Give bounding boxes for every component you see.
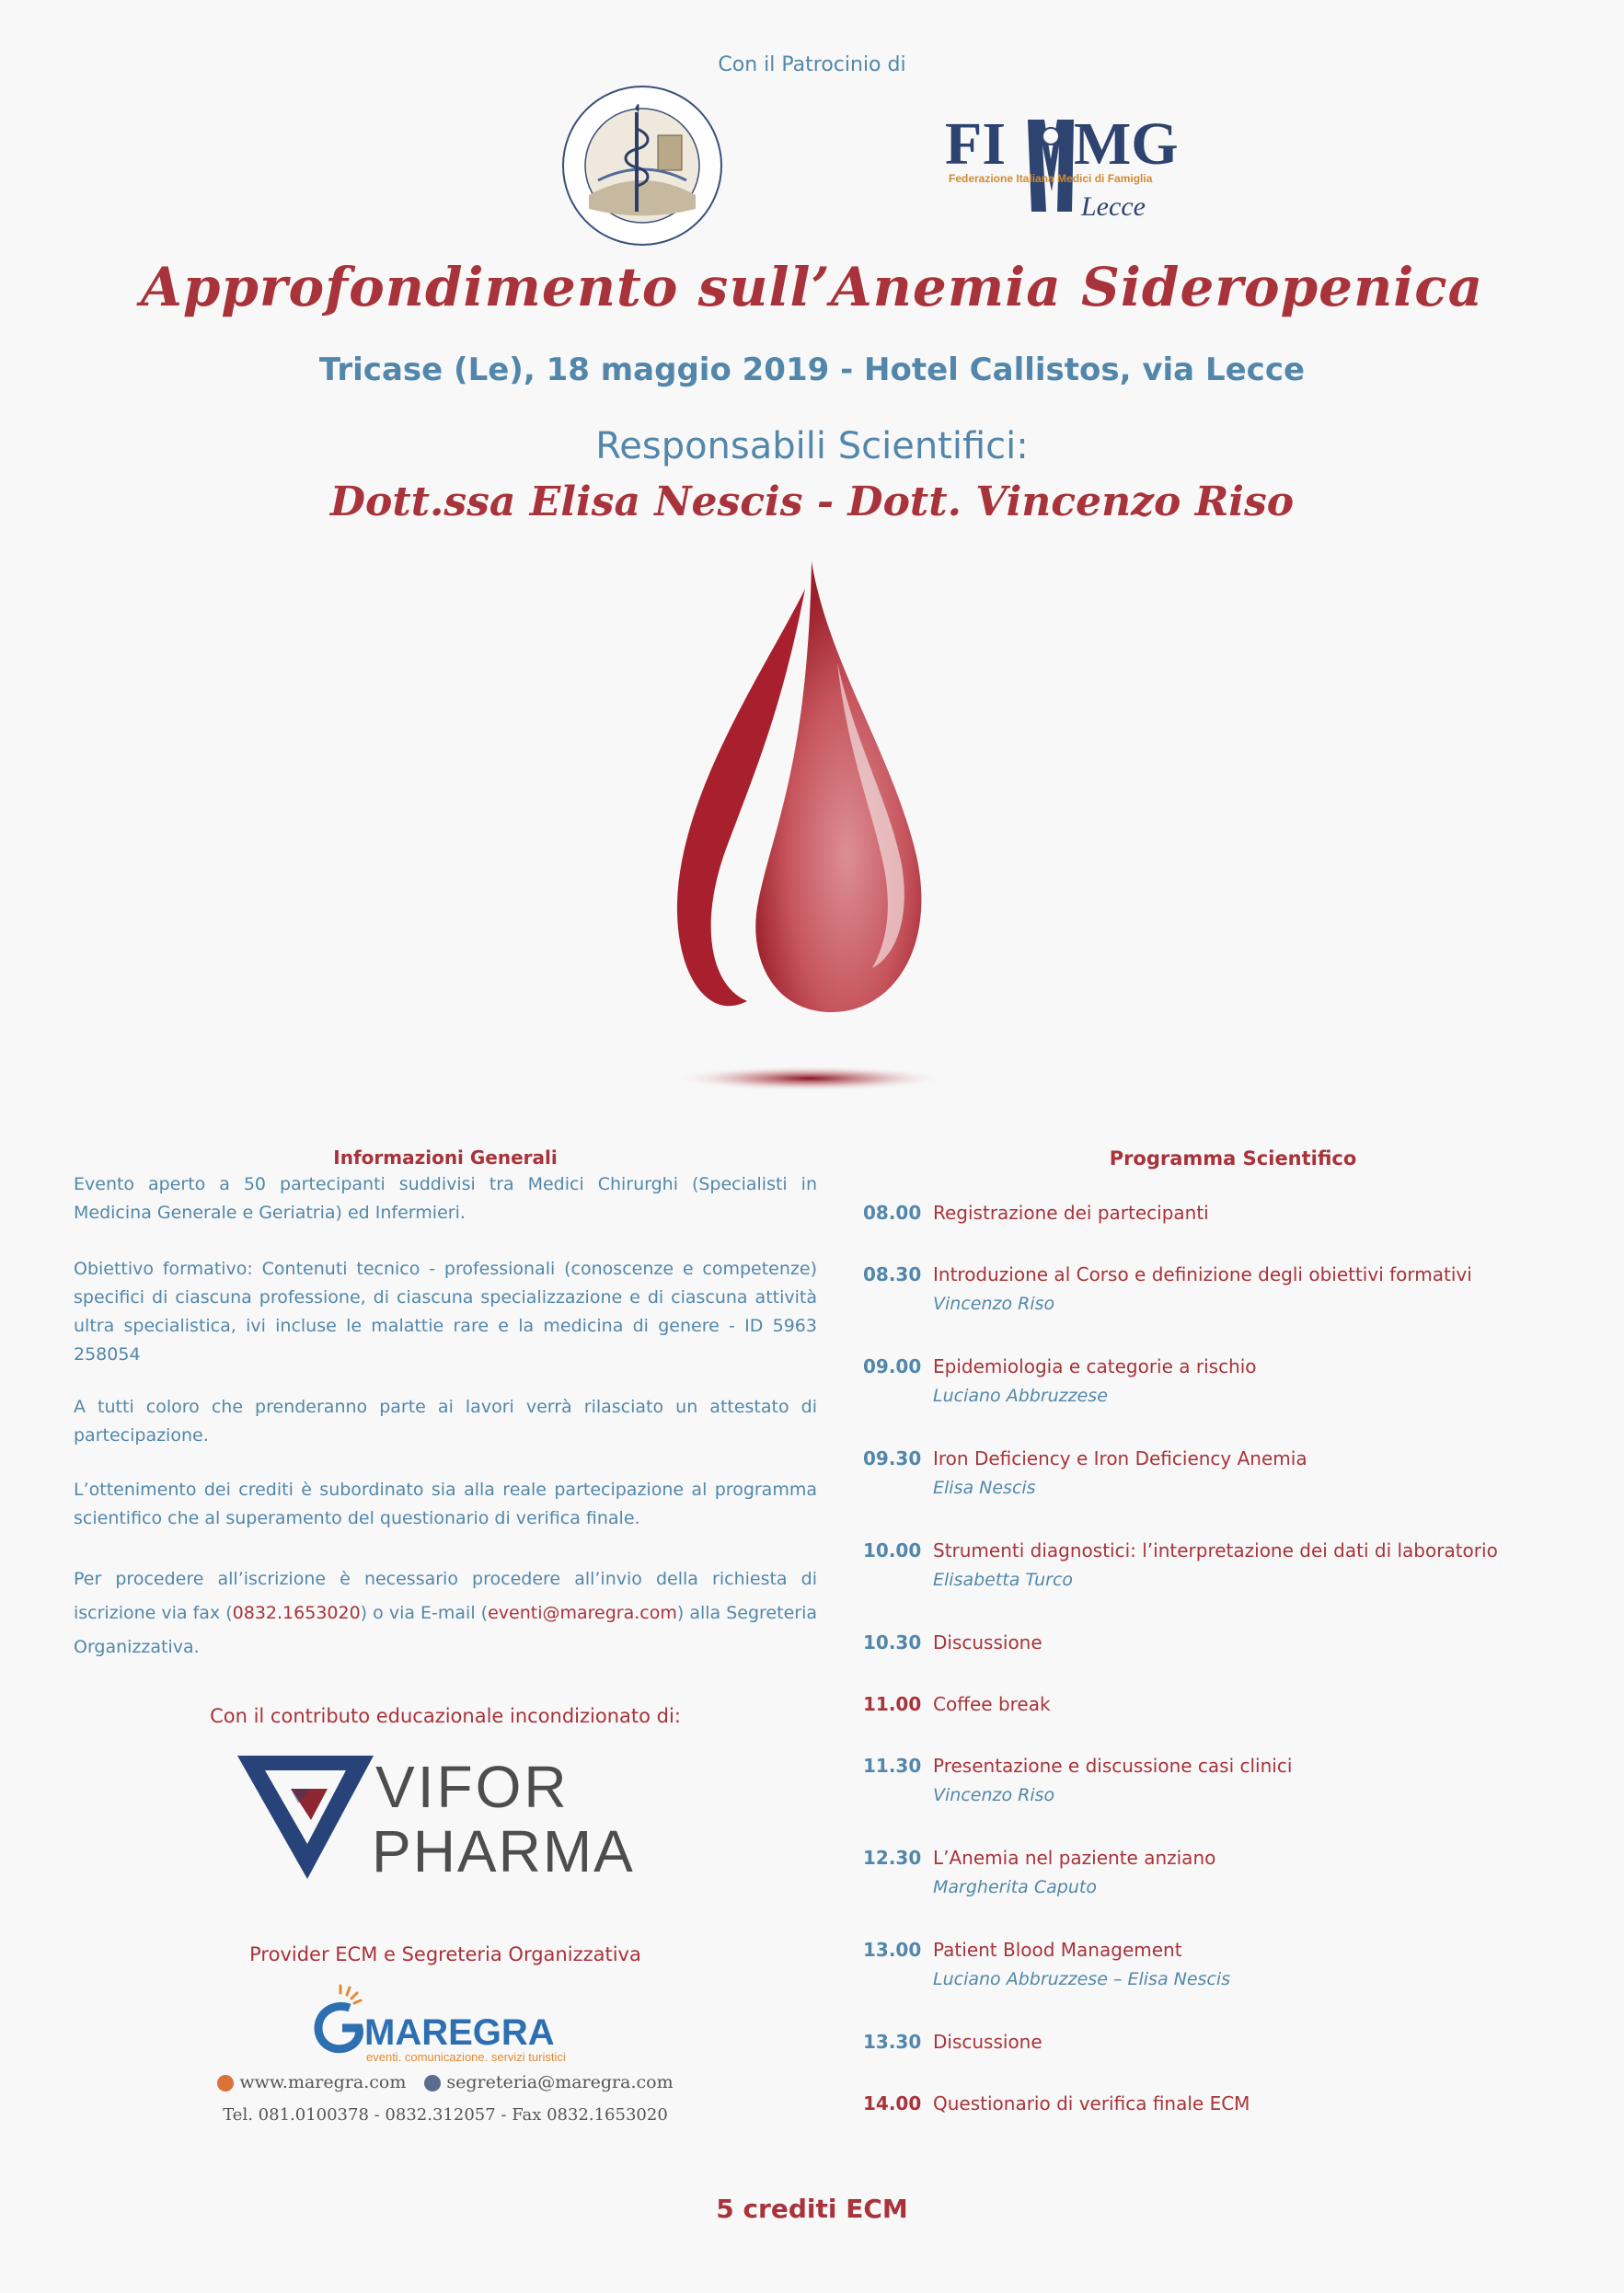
maregra-logo — [313, 1980, 580, 2065]
website-link[interactable]: www.maregra.com — [239, 2072, 407, 2092]
program-item-time: 13.30 — [863, 2031, 922, 2053]
fax-number: 0832.1653020 — [232, 1603, 361, 1623]
program-item-title: Coffee break — [933, 1693, 1051, 1715]
provider-label: Provider ECM e Segreteria Organizzativa — [249, 1943, 641, 1965]
program-item-title: Iron Deficiency e Iron Deficiency Anemia — [933, 1447, 1307, 1469]
envelope-icon — [424, 2075, 441, 2091]
responsabili-names: Dott.ssa Elisa Nescis - Dott. Vincenzo Riso — [329, 478, 1295, 525]
program-item-title: L’Anemia nel paziente anziano — [933, 1847, 1216, 1869]
info-paragraph: Obiettivo formativo: Contenuti tecnico - professionali (conoscenze e competenze) specifici di ciascuna professione, di ciascuna specializzazione e di ciascuna attività ultra specialistica, ivi incluse le malattie rare e la medicina di genere - ID 5963 258054 — [74, 1259, 817, 1365]
fimmg-letters-right: MG — [1074, 110, 1179, 178]
fimmg-letters-left: FI — [945, 110, 1006, 178]
registration-text: Per procedere all’iscrizione è necessario procedere all’invio della richiesta di iscrizione via fax ( — [74, 1569, 817, 1623]
registration-text: ) alla Segreteria Organizzativa. — [74, 1603, 817, 1657]
maregra-name: MAREGRA — [364, 2012, 555, 2053]
program-item-speaker: Elisa Nescis — [933, 1478, 1036, 1498]
program-item-time: 09.00 — [863, 1355, 922, 1377]
program-section-title: Programma Scientifico — [1109, 1147, 1357, 1170]
program-item-title: Discussione — [933, 1631, 1042, 1653]
program-item-time: 09.30 — [863, 1447, 922, 1469]
website-contact[interactable] — [217, 2072, 406, 2092]
patronage-label: Con il Patrocinio di — [718, 53, 906, 76]
program-item-time: 12.30 — [863, 1847, 922, 1869]
fimmg-city: Lecce — [1081, 191, 1146, 222]
program-item-title: Epidemiologia e categorie a rischio — [933, 1355, 1257, 1377]
info-paragraph: L’ottenimento dei crediti è subordinato sia alla reale partecipazione al programma scientifico che al superamento del questionario di verifica finale. — [74, 1480, 817, 1528]
program-item-time: 08.00 — [863, 1202, 922, 1224]
program-item-time: 10.00 — [863, 1539, 922, 1561]
info-section-title: Informazioni Generali — [333, 1146, 558, 1169]
pharma-word: PHARMA — [372, 1818, 635, 1884]
program-item-title: Registrazione dei partecipanti — [933, 1202, 1209, 1224]
vifor-pharma-logo — [237, 1748, 661, 1886]
program-item-time: 14.00 — [863, 2092, 922, 2114]
program-item-title: Discussione — [933, 2031, 1042, 2053]
fimmg-tagline: Federazione Italiana Medici di Famiglia — [949, 172, 1153, 185]
email-link[interactable]: segreteria@maregra.com — [446, 2072, 674, 2092]
program-item-title: Introduzione al Corso e definizione degli obiettivi formativi — [933, 1263, 1472, 1285]
info-paragraph: Evento aperto a 50 partecipanti suddivisi tra Medici Chirurghi (Specialisti in Medicina Generale e Geriatria) ed Infermieri. — [74, 1174, 817, 1223]
responsabili-label: Responsabili Scientifici: — [595, 425, 1029, 467]
program-item-speaker: Luciano Abbruzzese — [933, 1386, 1108, 1406]
program-item-speaker: Vincenzo Riso — [933, 1294, 1055, 1314]
blood-drop-illustration — [644, 552, 975, 1104]
registration-text: ) o via E-mail ( — [360, 1603, 489, 1623]
program-item-title: Presentazione e discussione casi clinici — [933, 1755, 1293, 1777]
registration-email-link[interactable]: eventi@maregra.com — [488, 1603, 677, 1623]
program-item-time: 13.00 — [863, 1939, 922, 1961]
contrib-label: Con il contributo educazionale incondizionato di: — [210, 1705, 681, 1727]
globe-icon — [217, 2075, 234, 2091]
program-item-speaker: Vincenzo Riso — [933, 1785, 1055, 1805]
page-title: Approfondimento sull’Anemia Sideropenica — [140, 256, 1484, 318]
vifor-word: VIFOR — [375, 1754, 570, 1820]
program-item-time: 11.30 — [863, 1755, 922, 1777]
program-item-speaker: Elisabetta Turco — [933, 1570, 1074, 1590]
program-item-time: 10.30 — [863, 1631, 922, 1653]
program-item-title: Strumenti diagnostici: l’interpretazione dei dati di laboratorio — [933, 1539, 1498, 1561]
ecm-credits: 5 crediti ECM — [716, 2194, 908, 2224]
program-item-title: Questionario di verifica finale ECM — [933, 2092, 1250, 2114]
phone-numbers: Tel. 081.0100378 - 0832.312057 - Fax 0832.1653020 — [223, 2105, 668, 2125]
ordine-medici-logo — [561, 85, 723, 247]
event-subtitle: Tricase (Le), 18 maggio 2019 - Hotel Callistos, via Lecce — [318, 351, 1306, 388]
program-item-title: Patient Blood Management — [933, 1939, 1182, 1961]
fimmg-lecce-logo — [943, 109, 1182, 228]
contacts — [74, 2072, 817, 2092]
program-item-time: 08.30 — [863, 1263, 922, 1285]
email-contact[interactable] — [424, 2072, 673, 2092]
maregra-tagline: eventi. comunicazione. servizi turistici — [366, 2050, 566, 2064]
info-paragraph: A tutti coloro che prenderanno parte ai lavori verrà rilasciato un attestato di partecipazione. — [74, 1397, 817, 1446]
registration-paragraph — [74, 1562, 817, 1665]
program-item-speaker: Luciano Abbruzzese – Elisa Nescis — [933, 1969, 1231, 1989]
program-item-time: 11.00 — [863, 1693, 922, 1715]
program-item-speaker: Margherita Caputo — [933, 1877, 1097, 1897]
